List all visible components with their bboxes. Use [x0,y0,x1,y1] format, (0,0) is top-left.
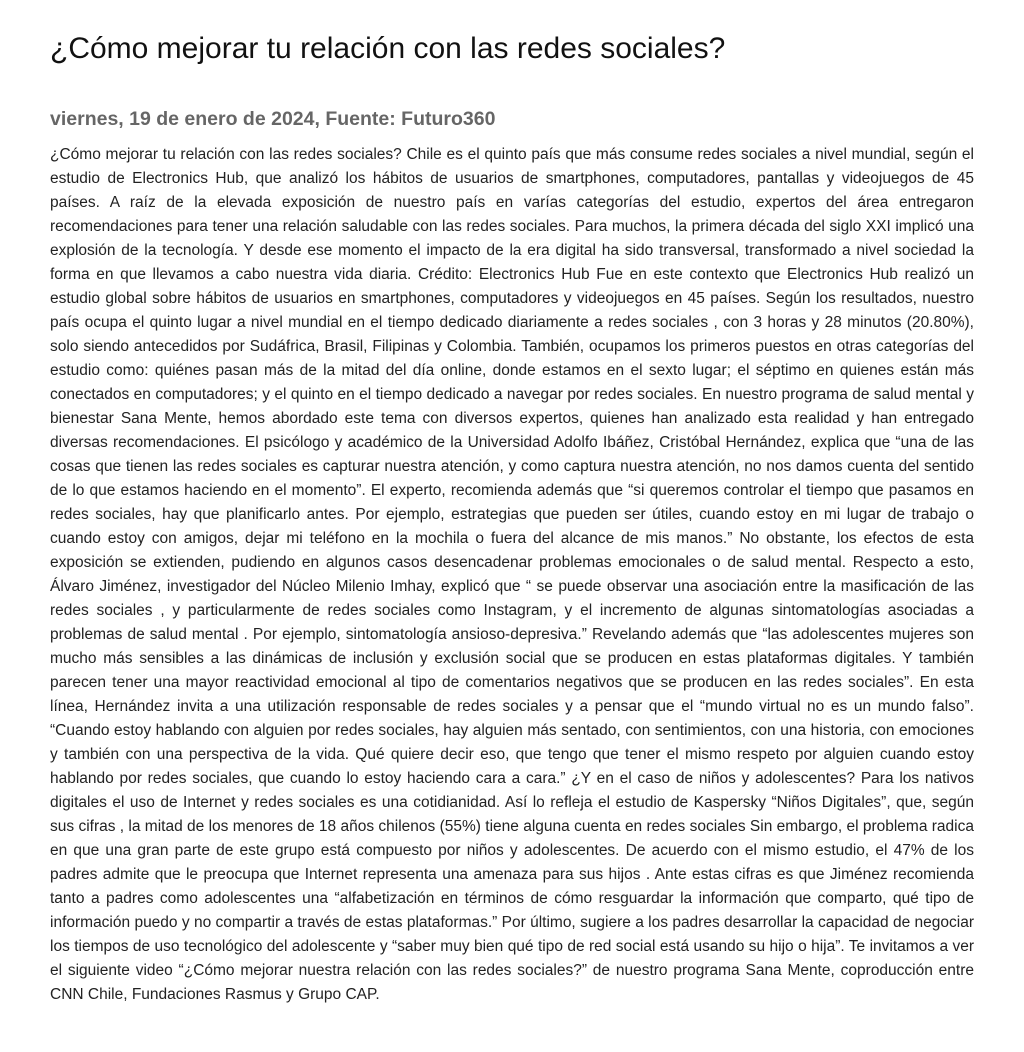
article-body: ¿Cómo mejorar tu relación con las redes sociales? Chile es el quinto país que más consume redes sociales a nivel mundial, según el estudio de Electronics Hub, que analizó los hábitos de usuarios de smartphones, computadores, pantallas y videojuegos de 45 países. A raíz de la elevada exposición de nuestro país en varías categorías del estudio, expertos del área entregaron recomendaciones para tener una relación saludable con las redes sociales. Para muchos, la primera década del siglo XXI implicó una explosión de la tecnología. Y desde ese momento el impacto de la era digital ha sido transversal, transformado a nivel sociedad la forma en que llevamos a cabo nuestra vida diaria. Crédito: Electronics Hub Fue en este contexto que Electronics Hub realizó un estudio global sobre hábitos de usuarios en smartphones, computadores y videojuegos en 45 países. Según los resultados, nuestro país ocupa el quinto lugar a nivel mundial en el tiempo dedicado diariamente a redes sociales , con 3 horas y 28 minutos (20.80%), solo siendo antecedidos por Sudáfrica, Brasil, Filipinas y Colombia. También, ocupamos los primeros puestos en otras categorías del estudio como: quiénes pasan más de la mitad del día online, donde estamos en el sexto lugar; el séptimo en quienes están más conectados en computadores; y el quinto en el tiempo dedicado a navegar por redes sociales. En nuestro programa de salud mental y bienestar Sana Mente, hemos abordado este tema con diversos expertos, quienes han analizado esta realidad y han entregado diversas recomendaciones. El psicólogo y académico de la Universidad Adolfo Ibáñez, Cristóbal Hernández, explica que “una de las cosas que tienen las redes sociales es capturar nuestra atención, y como captura nuestra atención, no nos damos cuenta del sentido de lo que estamos haciendo en el momento”. El experto, recomienda además que “si queremos controlar el tiempo que pasamos en redes sociales, hay que planificarlo antes. Por ejemplo, estrategias que pueden ser útiles, cuando estoy en mi lugar de trabajo o cuando estoy con amigos, dejar mi teléfono en la mochila o fuera del alcance de mis manos.” No obstante, los efectos de esta exposición se extienden, pudiendo en algunos casos desencadenar problemas emocionales o de salud mental. Respecto a esto, Álvaro Jiménez, investigador del Núcleo Milenio Imhay, explicó que “ se puede observar una asociación entre la masificación de las redes sociales , y particularmente de redes sociales como Instagram, y el incremento de algunas sintomatologías asociadas a problemas de salud mental . Por ejemplo, sintomatología ansioso-depresiva.” Revelando además que “las adolescentes mujeres son mucho más sensibles a las dinámicas de inclusión y exclusión social que se producen en estas plataformas digitales. Y también parecen tener una mayor reactividad emocional al tipo de comentarios negativos que se producen en las redes sociales”. En esta línea, Hernández invita a una utilización responsable de redes sociales y a pensar que el “mundo virtual no es un mundo falso”. “Cuando estoy hablando con alguien por redes sociales, hay alguien más sentado, con sentimientos, con una historia, con emociones y también con una perspectiva de la vida. Qué quiere decir eso, que tengo que tener el mismo respeto por alguien cuando estoy hablando por redes sociales, que cuando lo estoy haciendo cara a cara.” ¿Y en el caso de niños y adolescentes? Para los nativos digitales el uso de Internet y redes sociales es una cotidianidad. Así lo refleja el estudio de Kaspersky “Niños Digitales”, que, según sus cifras , la mitad de los menores de 18 años chilenos (55%) tiene alguna cuenta en redes sociales Sin embargo, el problema radica en que una gran parte de este grupo está compuesto por niños y adolescentes. De acuerdo con el mismo estudio, el 47% de los padres admite que le preocupa que Internet representa una amenaza para sus hijos . Ante estas cifras es que Jiménez recomienda tanto a padres como adolescentes una “alfabetización en términos de cómo resguardar la información que comparto, qué tipo de información puedo y no compartir a través de estas plataformas.” Por último, sugiere a los padres desarrollar la capacidad de negociar los tiempos de uso tecnológico del adolescente y “saber muy bien qué tipo de red social está usando su hijo o hija”. Te invitamos a ver el siguiente video “¿Cómo mejorar nuestra relación con las redes sociales?” de nuestro programa Sana Mente, coproducción entre CNN Chile, Fundaciones Rasmus y Grupo CAP. [50,146,974,1003]
article-date-source: viernes, 19 de enero de 2024, Fuente: Futuro360 [50,108,496,130]
article-title: ¿Cómo mejorar tu relación con las redes sociales? [50,32,726,65]
